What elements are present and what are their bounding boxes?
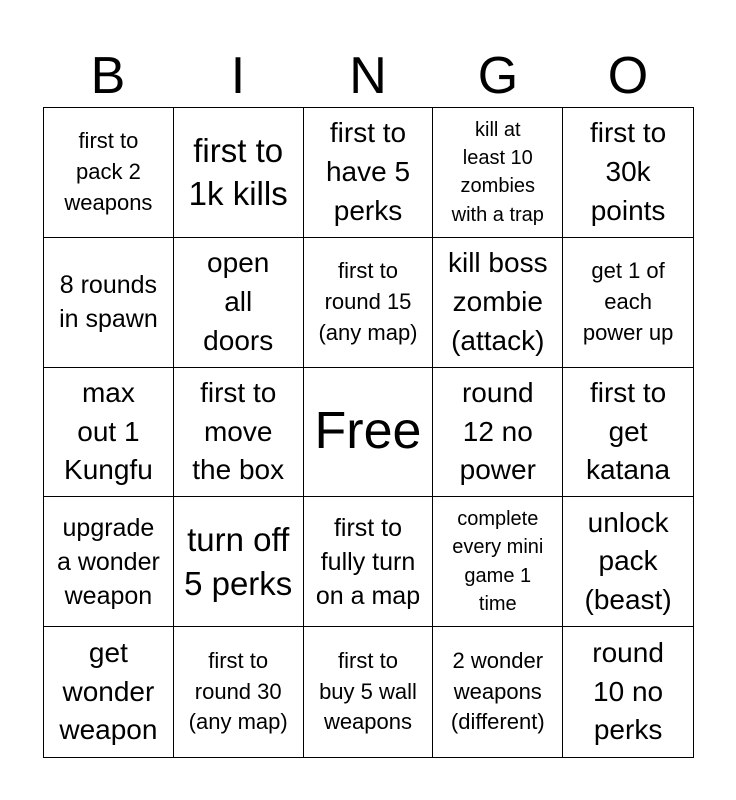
cell-text: first to fully turn on a map [315, 513, 421, 610]
bingo-cell[interactable] [44, 627, 174, 757]
bingo-cell[interactable] [304, 627, 434, 757]
bingo-cell[interactable] [44, 497, 174, 627]
cell-text: first to buy 5 wall weapons [319, 647, 417, 735]
cell-text: round 10 no perks [592, 637, 664, 746]
cell-text: complete every mini game 1 time [452, 508, 544, 616]
cell-text: get 1 of each power up [582, 258, 674, 345]
bingo-cell[interactable] [563, 368, 693, 498]
bingo-cell[interactable] [44, 108, 174, 238]
cell-text: 8 rounds in spawn [59, 271, 158, 334]
cell-text: first to have 5 perks [325, 117, 411, 226]
bingo-cell[interactable] [44, 238, 174, 368]
header-letter-n: N [349, 47, 387, 105]
bingo-cell[interactable] [563, 238, 693, 368]
bingo-cell[interactable] [174, 238, 304, 368]
bingo-cell[interactable] [433, 627, 563, 757]
bingo-cell[interactable] [433, 238, 563, 368]
free-space-text: Free [314, 402, 422, 461]
header-letter-b: B [90, 47, 126, 105]
cell-text: upgrade a wonder weapon [56, 513, 160, 610]
bingo-cell[interactable] [174, 627, 304, 757]
cell-text: max out 1 Kungfu [64, 377, 153, 486]
cell-text: kill boss zombie (attack) [447, 247, 548, 356]
cell-text: turn off 5 perks [184, 521, 293, 602]
cell-text: first to round 30 (any map) [188, 647, 288, 735]
bingo-cell[interactable] [433, 497, 563, 627]
bingo-cell[interactable] [304, 497, 434, 627]
cell-text: kill at least 10 zombies with a trap [451, 118, 544, 226]
cell-text: open all doors [203, 247, 274, 356]
header-letter-g: G [477, 47, 519, 105]
bingo-cell[interactable] [563, 627, 693, 757]
bingo-cell[interactable] [174, 108, 304, 238]
bingo-cell[interactable] [433, 368, 563, 498]
bingo-cell[interactable] [174, 497, 304, 627]
cell-text: first to move the box [192, 377, 285, 486]
bingo-cell[interactable] [304, 108, 434, 238]
cell-text: first to pack 2 weapons [64, 128, 153, 215]
cell-text: first to round 15 (any map) [318, 258, 418, 345]
bingo-cell[interactable] [304, 238, 434, 368]
cell-text: 2 wonder weapons (different) [450, 647, 545, 735]
bingo-cell[interactable] [433, 108, 563, 238]
bingo-cell[interactable] [563, 108, 693, 238]
cell-text: first to 1k kills [188, 131, 288, 213]
free-space-cell[interactable] [304, 368, 434, 498]
cell-text: first to 30k points [589, 117, 667, 226]
bingo-cell[interactable] [563, 497, 693, 627]
bingo-cell[interactable] [44, 368, 174, 498]
bingo-board [43, 107, 694, 758]
cell-text: unlock pack (beast) [584, 506, 672, 616]
cell-text: first to get katana [586, 377, 671, 486]
cell-text: get wonder weapon [59, 637, 158, 746]
bingo-header [43, 44, 693, 108]
header-letter-i: I [230, 47, 246, 105]
cell-text: round 12 no power [459, 377, 536, 486]
header-letter-o: O [607, 47, 649, 105]
bingo-cell[interactable] [174, 368, 304, 498]
